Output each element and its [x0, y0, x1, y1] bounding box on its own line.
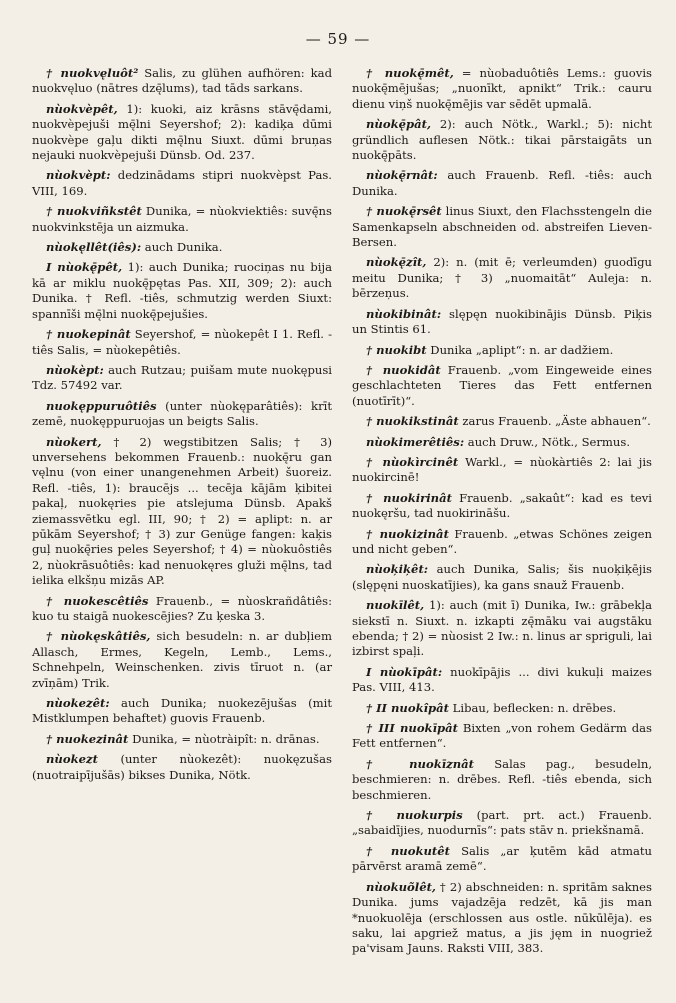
entry-text: (part. prt. act.) Frauenb. „sabaidījies, nuodurnīs“: pats stāv n. priekšnamā.	[352, 808, 652, 838]
dictionary-entry	[352, 880, 652, 957]
entry-text: dedzinādams stipri nuokvèpst Pas. VIII, 169.	[32, 168, 332, 198]
dictionary-entry	[32, 696, 332, 727]
dictionary-entry	[352, 117, 652, 163]
entry-text: = nùobaduôtiês Lems.: guovis nuokę̄mējušas; „nuonīkt, apnikt“ Trik.: cauru dienu viņš nuokę̄mējis var sēdēt upmalā.	[352, 66, 652, 111]
entry-text: Warkl., = nùokàrtiês 2: lai jis nuokircinē!	[352, 454, 652, 485]
dictionary-entry	[32, 594, 332, 625]
entry-headword: † nuokutêt	[366, 843, 451, 858]
dictionary-entry	[352, 255, 652, 301]
entry-text: sich besudeln: n. ar dubļiem Allasch, Ermes, Kegeln, Lemb., Lems., Schnehpeln, Weinschenken. zivis tīruot n. (ar zvīņām) Trik.	[32, 629, 333, 690]
dictionary-entry	[32, 435, 332, 589]
dictionary-entry	[352, 721, 652, 752]
dictionary-entry	[32, 732, 332, 747]
entry-text: Salis „ar ķutēm kād atmatu pārvērst aramā zemē“.	[352, 843, 652, 874]
dictionary-entry	[352, 757, 652, 803]
entry-text: 1): auch Dunika; ruociņas nu bija kā ar miklu nuokę̄pętas Pas. XII, 309; 2): auch Dunika. † Refl. -tiês, schmutzig werden Siuxt: spannīši mę̄lni nuokę̄pejušies.	[32, 260, 332, 321]
entry-headword: nùoķiķêt:	[366, 562, 429, 577]
entry-text: Frauenb. „vom Eingeweide eines geschlachteten Tieres das Fett entfernen (nuotīrīt)“.	[352, 362, 652, 408]
entry-text: Frauenb. „sakaût“: kad es tevi nuokęršu, tad nuokirināšu.	[352, 490, 653, 521]
entry-text: Frauenb., = nùoskrañdâtiês: kuo tu staigā nuokescējies? Zu ķeska 3.	[32, 593, 332, 623]
entry-headword: † nuokidât	[366, 362, 441, 377]
entry-headword: nùokę̄zît,	[366, 255, 427, 270]
dictionary-entry	[352, 844, 652, 875]
entry-headword: nùokèpt:	[46, 362, 104, 377]
entry-headword: † nuokepinât	[46, 327, 131, 342]
entry-text: Frauenb. „etwas Schönes zeigen und nicht geben“.	[352, 526, 652, 556]
entry-text: (unter nùokęparâtiês): krīt zemē, nuokęppuruojas un beigts Salis.	[32, 398, 332, 429]
entry-headword: † nuokezinât	[46, 731, 129, 746]
dictionary-entry	[32, 327, 332, 358]
entry-text: Bixten „von rohem Gedärm das Fett entfernen“.	[352, 721, 652, 751]
entry-headword: nùokibinât:	[366, 306, 442, 321]
entry-text: 1): kuoki, aiz krāsns stāvę̄dami, nuokvèpejuši mę̄lni Seyershof; 2): kadiķa dūmi nuokvèpe gaļu dikti mę̄lnu Siuxt. dūmi bruņas nejauki nuokvèpejuši Dünsb. Od. 237.	[32, 101, 332, 163]
entry-headword: † nuokurpis	[366, 808, 463, 823]
dictionary-entry	[32, 260, 332, 322]
entry-headword: † nuokviñkstêt	[46, 204, 142, 219]
entry-headword: nùokimerêtiês:	[366, 434, 465, 449]
entry-headword: nùokezt	[46, 752, 98, 767]
entry-headword: † nuokvęluôt²	[46, 66, 139, 80]
entry-headword: nuokęppuruôtiês	[46, 398, 157, 413]
entry-text: † 2) wegstibitzen Salis; † 3) unversehens bekommen Frauenb.: nuokę̄ru gan vęlnu (von einer unangenehmen Arbeit) šuoreiz. Refl. -tiês, 1): braucējs ... tecēja kājām ķibitei pakaļ, nuokęries pie atslejuma Dünsb. Apakš ziemassvētku egl. III, 90; † 2) = aplipt: n. ar pūkām Seyershof; † 3) zur Genüge fangen: kaķis guļ nuokę̄ries peles Seyershof; † 4) = nùokuôstiês 2, nùokrāsuôtiês: kad nenuokęres gluži mę̄lns, tad ielika elkšņu mizās AP.	[32, 434, 332, 588]
dictionary-entry	[352, 307, 652, 338]
entry-text: Salas pag., besudeln, beschmieren: n. drēbes. Refl. -tiês ebenda, sich beschmieren.	[352, 756, 652, 802]
entry-text: nuokīpājis ... divi kukuļi maizes Pas. VIII, 413.	[352, 664, 652, 695]
dictionary-entry	[352, 808, 652, 839]
dictionary-entry	[32, 752, 332, 783]
dictionary-entry	[352, 598, 652, 660]
dictionary-entry	[352, 665, 652, 696]
dictionary-entry	[352, 701, 652, 716]
entry-text: 1): auch (mit ī) Dunika, Iw.: grābekļa siekstī n. Siuxt. n. izkapti zę̄māku vai augstāku ebenda; † 2) = nùosist 2 Iw.: n. linus ar spriguli, lai izbirst spaļi.	[352, 598, 652, 659]
dictionary-entry	[352, 562, 652, 593]
dictionary-entry	[352, 455, 652, 486]
entry-text: Salis, zu glühen aufhören: kad nuokvęluo (nātres dzę̄lums), tad tāds sarkans.	[32, 66, 332, 96]
entry-headword: I nùokīpât:	[366, 664, 443, 679]
entry-headword: † nuokirinât	[366, 490, 452, 505]
entry-text: 2): n. (mit ē; verleumden) guodīgu meitu Dunika; † 3) „nuomaitāt“ Auleja: n. bērzeņus.	[352, 255, 652, 301]
entry-text: Libau, beflecken: n. drēbes.	[449, 700, 617, 715]
entry-text: auch Dunika; nuokezējušas (mit Mistklumpen behaftet) guovis Frauenb.	[32, 696, 332, 726]
entry-text: slępęn nuokibinājis Dünsb. Piķis un Stintis 61.	[352, 306, 652, 337]
dictionary-entry	[32, 102, 332, 164]
entry-text: (unter nùokezêt): nuokęzušas (nuotraipījušās) bikses Dunika, Nötk.	[32, 752, 332, 782]
entry-headword: † nuokę̄rsêt	[366, 204, 442, 219]
entry-headword: † II nuokîpât	[366, 700, 449, 715]
entry-headword: † nuokibt	[366, 342, 427, 357]
dictionary-entry	[352, 66, 652, 112]
dictionary-entry	[32, 204, 332, 235]
entry-text: auch Dunika, Salis; šis nuoķiķējis (slępęni nuoskatījies), ka gans snauž Frauenb.	[352, 562, 652, 592]
entry-text: † 2) abschneiden: n. spritām saknes Dunika. jums vajadzēja redzēt, kā jis man *nuokuolēja (erschlossen aus ostle. nūkūlēja). es saku, lai apgriež matus, a jis jęm in nuogriež pa'visam Jauns. Raksti VIII, 383.	[352, 879, 652, 956]
entry-headword: † nuokikstinât	[366, 414, 459, 429]
entry-headword: † nùokęskâtiês,	[46, 629, 151, 644]
entry-headword: † nuokizinât	[366, 526, 449, 541]
right-column	[352, 66, 652, 962]
dictionary-entry	[32, 66, 332, 97]
entry-headword: nùokuõlêt,	[366, 879, 436, 894]
entry-text: zarus Frauenb. „Äste abhauen“.	[458, 414, 651, 429]
dictionary-entry	[352, 527, 652, 558]
entry-headword: † nuokīznât	[366, 756, 475, 771]
entry-headword: † III nuokīpât	[366, 721, 458, 736]
entry-text: Dunika, = nùotràipît: n. drānas.	[128, 731, 320, 746]
entry-text: auch Dunika.	[141, 240, 223, 255]
left-column	[32, 66, 332, 788]
entry-headword: nùokvèpêt,	[46, 101, 118, 116]
entry-headword: nùokęllêt(iês):	[46, 240, 142, 255]
entry-text: auch Frauenb. Refl. -tiês: auch Dunika.	[352, 168, 652, 198]
entry-headword: I nùokę̄pêt,	[46, 260, 123, 275]
entry-headword: nùokezêt:	[46, 696, 110, 711]
dictionary-entry	[352, 414, 652, 429]
entry-text: linus Siuxt, den Flachsstengeln die Samenkapseln abschneiden od. abstreifen Lieven-Bersen.	[352, 204, 652, 250]
dictionary-entry	[32, 629, 332, 691]
page-number: — 59 —	[305, 30, 371, 48]
entry-headword: † nùokìrcinêt	[366, 454, 459, 469]
entry-text: Seyershof, = nùokepêt I 1. Refl. -tiês Salis, = nùokepêtiês.	[32, 327, 332, 357]
entry-headword: † nuokescêtiês	[46, 593, 149, 608]
entry-text: auch Druw., Nötk., Sermus.	[464, 434, 631, 449]
dictionary-entry	[32, 399, 332, 430]
dictionary-entry	[352, 168, 652, 199]
dictionary-entry	[32, 363, 332, 394]
entry-headword: nùokę̄rnât:	[366, 168, 438, 183]
entry-text: Dunika „aplipt“: n. ar dadžiem.	[426, 342, 614, 357]
entry-headword: † nuokę̄mêt,	[366, 66, 454, 80]
dictionary-entry	[352, 491, 652, 522]
entry-headword: nuokīlêt,	[366, 598, 425, 613]
dictionary-entry	[352, 363, 652, 409]
entry-text: Dunika, = nùokviektiês: suvę̄ns nuokvinkstēja un aizmuka.	[32, 204, 332, 234]
entry-text: auch Rutzau; puišam mute nuokępusi Tdz. 57492 var.	[32, 362, 332, 393]
entry-text: 2): auch Nötk., Warkl.; 5): nicht gründlich auflesen Nötk.: tikai pārstaigāts un nuokę̄pāts.	[352, 117, 652, 163]
entry-headword: nùokę̄pât,	[366, 117, 432, 132]
dictionary-entry	[352, 435, 652, 450]
dictionary-entry	[32, 240, 332, 255]
dictionary-entry	[352, 204, 652, 250]
dictionary-entry	[352, 343, 652, 358]
entry-headword: nùokert,	[46, 434, 102, 449]
dictionary-entry	[32, 168, 332, 199]
entry-headword: nùokvèpt:	[46, 168, 111, 183]
